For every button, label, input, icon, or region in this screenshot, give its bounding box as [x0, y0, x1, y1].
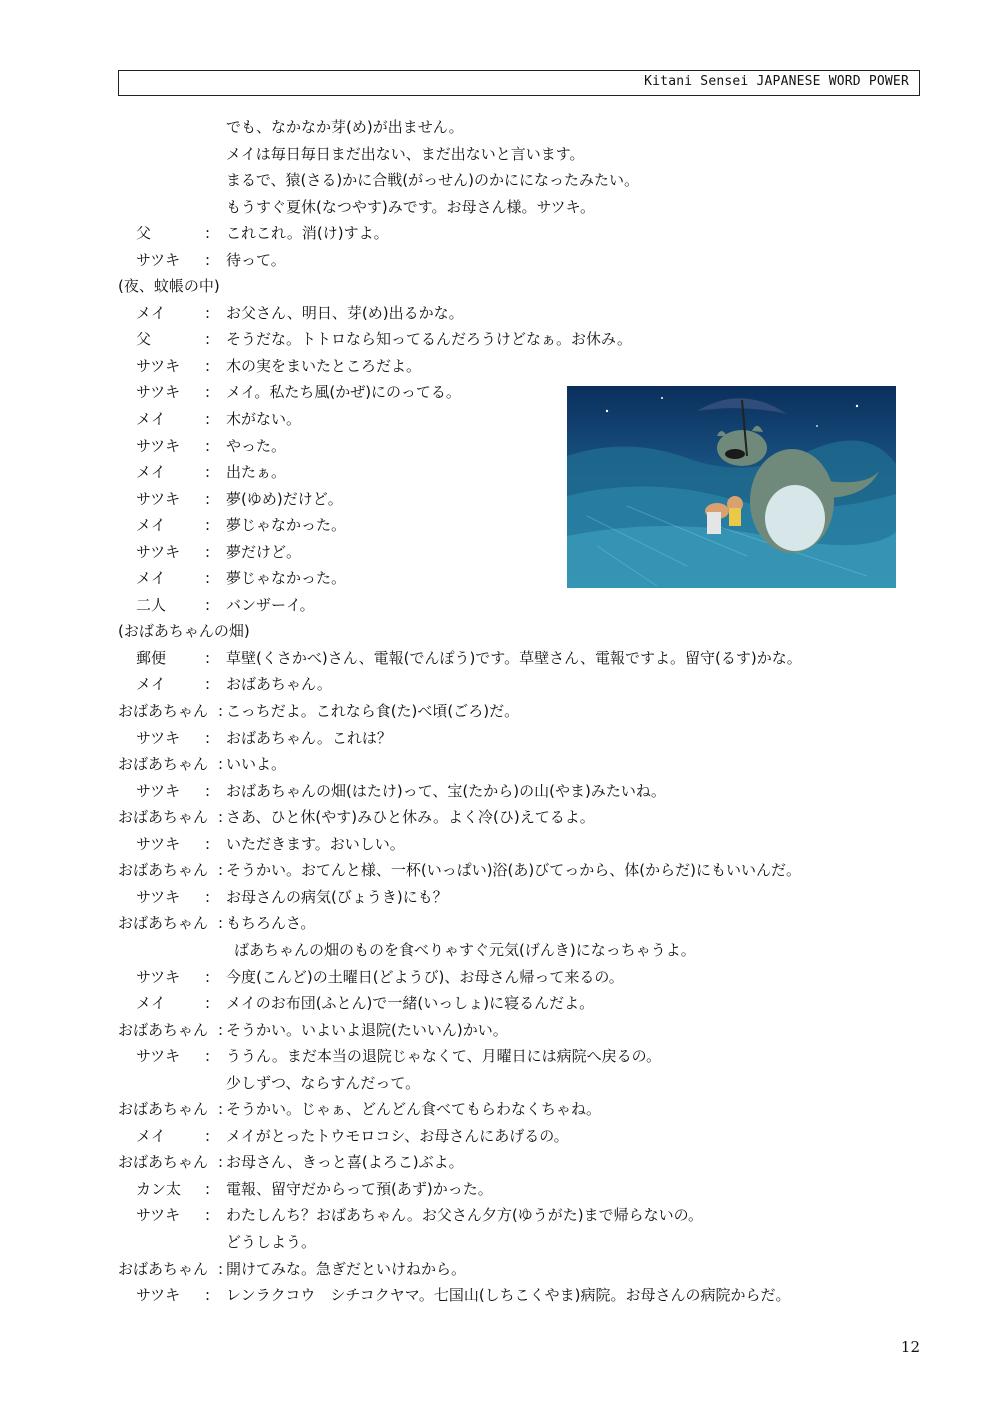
speaker-colon: :	[205, 648, 211, 667]
speaker-name: サツキ	[136, 967, 181, 986]
speaker-name: サツキ	[136, 781, 181, 800]
speaker-name: メイ	[136, 516, 166, 535]
speaker-name: サツキ	[136, 887, 181, 906]
speaker-name: おばあちゃん	[118, 702, 209, 721]
dialogue-text: いただきます。おいしい。	[226, 834, 405, 853]
dialogue-text: まるで、猿(さる)かに合戦(がっせん)のかにになったみたい。	[226, 171, 639, 190]
speaker-colon: :	[205, 489, 211, 508]
dialogue-text: そうかい。いよいよ退院(たいいん)かい。	[226, 1020, 508, 1039]
speaker-colon: :	[218, 1153, 224, 1172]
dialogue-text: レンラクコウ シチコクヤマ。七国山(しちこくやま)病院。お母さんの病院からだ。	[226, 1286, 791, 1305]
speaker-name: 二人	[136, 595, 167, 614]
dialogue-text: 夢じゃなかった。	[226, 516, 347, 535]
dialogue-text: もちろんさ。	[226, 914, 316, 933]
speaker-colon: :	[205, 1206, 211, 1225]
speaker-colon: :	[205, 834, 211, 853]
dialogue-text: こっちだよ。これなら食(た)べ頃(ごろ)だ。	[226, 702, 520, 721]
speaker-colon: :	[205, 595, 211, 614]
speaker-name: メイ	[136, 569, 166, 588]
dialogue-text: これこれ。消(け)すよ。	[226, 224, 389, 243]
speaker-name: サツキ	[136, 542, 181, 561]
dialogue-line	[0, 964, 992, 991]
dialogue-text: メイ。私たち風(かぜ)にのってる。	[226, 383, 461, 402]
dialogue-line	[0, 1229, 992, 1256]
speaker-name: おばあちゃん	[118, 1259, 209, 1278]
speaker-name: おばあちゃん	[118, 808, 209, 827]
dialogue-line	[0, 353, 992, 380]
speaker-name: サツキ	[136, 489, 181, 508]
dialogue-line	[0, 220, 992, 247]
dialogue-line	[0, 194, 992, 221]
dialogue-text: 夢だけど。	[226, 542, 302, 561]
speaker-name: カン太	[136, 1179, 182, 1198]
dialogue-line	[0, 1282, 992, 1309]
dialogue-text: メイのお布団(ふとん)で一緒(いっしょ)に寝るんだよ。	[226, 994, 595, 1013]
dialogue-line	[0, 1202, 992, 1229]
dialogue-text: 少しずつ、ならすんだって。	[226, 1073, 421, 1092]
speaker-colon: :	[205, 356, 211, 375]
speaker-colon: :	[205, 516, 211, 535]
dialogue-line	[0, 141, 992, 168]
speaker-name: おばあちゃん	[118, 861, 209, 880]
speaker-colon: :	[205, 1047, 211, 1066]
speaker-colon: :	[205, 303, 211, 322]
dialogue-text: そうかい。じゃぁ、どんどん食べてもらわなくちゃね。	[226, 1100, 602, 1119]
dialogue-line	[0, 910, 992, 937]
scene-label: (夜、蚊帳の中)	[118, 277, 220, 296]
dialogue-text: いいよ。	[226, 755, 287, 774]
dialogue-text: ううん。まだ本当の退院じゃなくて、月曜日には病院へ戻るの。	[226, 1047, 662, 1066]
speaker-colon: :	[205, 569, 211, 588]
speaker-colon: :	[205, 250, 211, 269]
speaker-name: 郵便	[136, 648, 167, 667]
dialogue-text: 木がない。	[226, 410, 302, 429]
speaker-name: メイ	[136, 303, 166, 322]
dialogue-line	[0, 1096, 992, 1123]
speaker-name: サツキ	[136, 1206, 181, 1225]
speaker-colon: :	[218, 755, 224, 774]
speaker-name: メイ	[136, 1126, 166, 1145]
page-header	[118, 70, 920, 96]
dialogue-line	[0, 645, 992, 672]
dialogue-text: 開けてみな。急ぎだといけねから。	[226, 1259, 467, 1278]
speaker-colon: :	[205, 410, 211, 429]
speaker-name: 父	[136, 224, 152, 243]
scene-heading	[0, 618, 992, 645]
dialogue-line	[0, 831, 992, 858]
dialogue-text: お父さん、明日、芽(め)出るかな。	[226, 303, 464, 322]
dialogue-text: 電報、留守だからって預(あず)かった。	[226, 1179, 493, 1198]
dialogue-text: そうだな。トトロなら知ってるんだろうけどなぁ。お休み。	[226, 330, 632, 349]
speaker-colon: :	[205, 967, 211, 986]
dialogue-text: 夢じゃなかった。	[226, 569, 347, 588]
dialogue-line	[0, 751, 992, 778]
speaker-colon: :	[218, 1100, 224, 1119]
dialogue-text: お母さんの病気(びょうき)にも？	[226, 887, 448, 906]
dialogue-line	[0, 300, 992, 327]
dialogue-text: メイは毎日毎日まだ出ない、まだ出ないと言います。	[226, 144, 585, 163]
dialogue-text: ばあちゃんの畑のものを食べりゃすぐ元気(げんき)になっちゃうよ。	[234, 940, 696, 959]
speaker-name: おばあちゃん	[118, 1020, 209, 1039]
speaker-colon: :	[205, 1286, 211, 1305]
dialogue-text: おばあちゃん。これは？	[226, 728, 392, 747]
dialogue-text: メイがとったトウモロコシ、お母さんにあげるの。	[226, 1126, 569, 1145]
dialogue-text: 夢(ゆめ)だけど。	[226, 489, 343, 508]
dialogue-line	[0, 671, 992, 698]
speaker-colon: :	[205, 436, 211, 455]
dialogue-text: お母さん、きっと喜(よろこ)ぶよ。	[226, 1153, 464, 1172]
dialogue-script	[0, 114, 992, 1309]
header-title: Kitani Sensei JAPANESE WORD POWER	[644, 74, 909, 89]
dialogue-line	[0, 937, 992, 964]
dialogue-line	[0, 884, 992, 911]
speaker-colon: :	[205, 887, 211, 906]
dialogue-line	[0, 778, 992, 805]
speaker-colon: :	[205, 463, 211, 482]
dialogue-text: やった。	[226, 436, 287, 455]
speaker-colon: :	[218, 702, 224, 721]
dialogue-text: バンザーイ。	[226, 595, 315, 614]
dialogue-text: そうかい。おてんと様、一杯(いっぱい)浴(あ)びてっから、体(からだ)にもいいんだ。	[226, 861, 801, 880]
dialogue-line	[0, 1017, 992, 1044]
dialogue-text: 草壁(くさかべ)さん、電報(でんぽう)です。草壁さん、電報ですよ。留守(るす)かな。	[226, 648, 802, 667]
dialogue-line	[0, 114, 992, 141]
page-number: 12	[900, 1338, 920, 1356]
dialogue-line	[0, 698, 992, 725]
dialogue-text: おばあちゃん。	[226, 675, 332, 694]
speaker-name: サツキ	[136, 728, 181, 747]
speaker-colon: :	[205, 330, 211, 349]
speaker-name: サツキ	[136, 383, 181, 402]
dialogue-text: もうすぐ夏休(なつやす)みです。お母さん様。サツキ。	[226, 197, 596, 216]
speaker-colon: :	[205, 1126, 211, 1145]
speaker-name: サツキ	[136, 1047, 181, 1066]
speaker-colon: :	[205, 781, 211, 800]
speaker-colon: :	[218, 914, 224, 933]
speaker-colon: :	[218, 861, 224, 880]
speaker-name: おばあちゃん	[118, 1100, 209, 1119]
dialogue-text: わたしんち？おばあちゃん。お父さん夕方(ゆうがた)まで帰らないの。	[226, 1206, 704, 1225]
speaker-name: サツキ	[136, 250, 181, 269]
dialogue-line	[0, 857, 992, 884]
dialogue-line	[0, 990, 992, 1017]
film-still-illustration	[567, 386, 896, 588]
speaker-name: メイ	[136, 410, 166, 429]
dialogue-line	[0, 1123, 992, 1150]
dialogue-line	[0, 592, 992, 619]
speaker-name: おばあちゃん	[118, 1153, 209, 1172]
dialogue-line	[0, 167, 992, 194]
dialogue-line	[0, 725, 992, 752]
dialogue-line	[0, 1070, 992, 1097]
dialogue-text: 待って。	[226, 250, 286, 269]
speaker-name: メイ	[136, 994, 166, 1013]
dialogue-text: おばあちゃんの畑(はたけ)って、宝(たから)の山(やま)みたいね。	[226, 781, 666, 800]
speaker-name: 父	[136, 330, 152, 349]
speaker-name: おばあちゃん	[118, 914, 209, 933]
speaker-name: メイ	[136, 675, 166, 694]
speaker-colon: :	[205, 994, 211, 1013]
speaker-colon: :	[205, 383, 211, 402]
dialogue-text: でも、なかなか芽(め)が出ません。	[226, 118, 464, 136]
dialogue-text: どうしよう。	[226, 1232, 317, 1251]
illustration-image	[567, 386, 896, 588]
dialogue-line	[0, 1149, 992, 1176]
dialogue-line	[0, 804, 992, 831]
speaker-colon: :	[205, 224, 211, 243]
dialogue-line	[0, 1256, 992, 1283]
speaker-name: サツキ	[136, 436, 181, 455]
dialogue-text: さあ、ひと休(やす)みひと休み。よく冷(ひ)えてるよ。	[226, 808, 595, 827]
dialogue-text: 出たぁ。	[226, 463, 287, 482]
speaker-name: サツキ	[136, 356, 181, 375]
speaker-colon: :	[218, 1259, 224, 1278]
speaker-colon: :	[205, 542, 211, 561]
speaker-name: メイ	[136, 463, 166, 482]
speaker-name: サツキ	[136, 1286, 181, 1305]
speaker-colon: :	[205, 675, 211, 694]
speaker-name: おばあちゃん	[118, 755, 209, 774]
dialogue-line	[0, 247, 992, 274]
speaker-colon: :	[205, 1179, 211, 1198]
scene-heading	[0, 273, 992, 300]
speaker-colon: :	[205, 728, 211, 747]
dialogue-text: 木の実をまいたところだよ。	[226, 356, 422, 375]
speaker-colon: :	[218, 808, 224, 827]
dialogue-line	[0, 1043, 992, 1070]
dialogue-line	[0, 1176, 992, 1203]
dialogue-line	[0, 326, 992, 353]
speaker-name: サツキ	[136, 834, 181, 853]
scene-label: (おばあちゃんの畑)	[118, 622, 250, 641]
dialogue-text: 今度(こんど)の土曜日(どようび)、お母さん帰って来るの。	[226, 967, 624, 986]
speaker-colon: :	[218, 1020, 224, 1039]
